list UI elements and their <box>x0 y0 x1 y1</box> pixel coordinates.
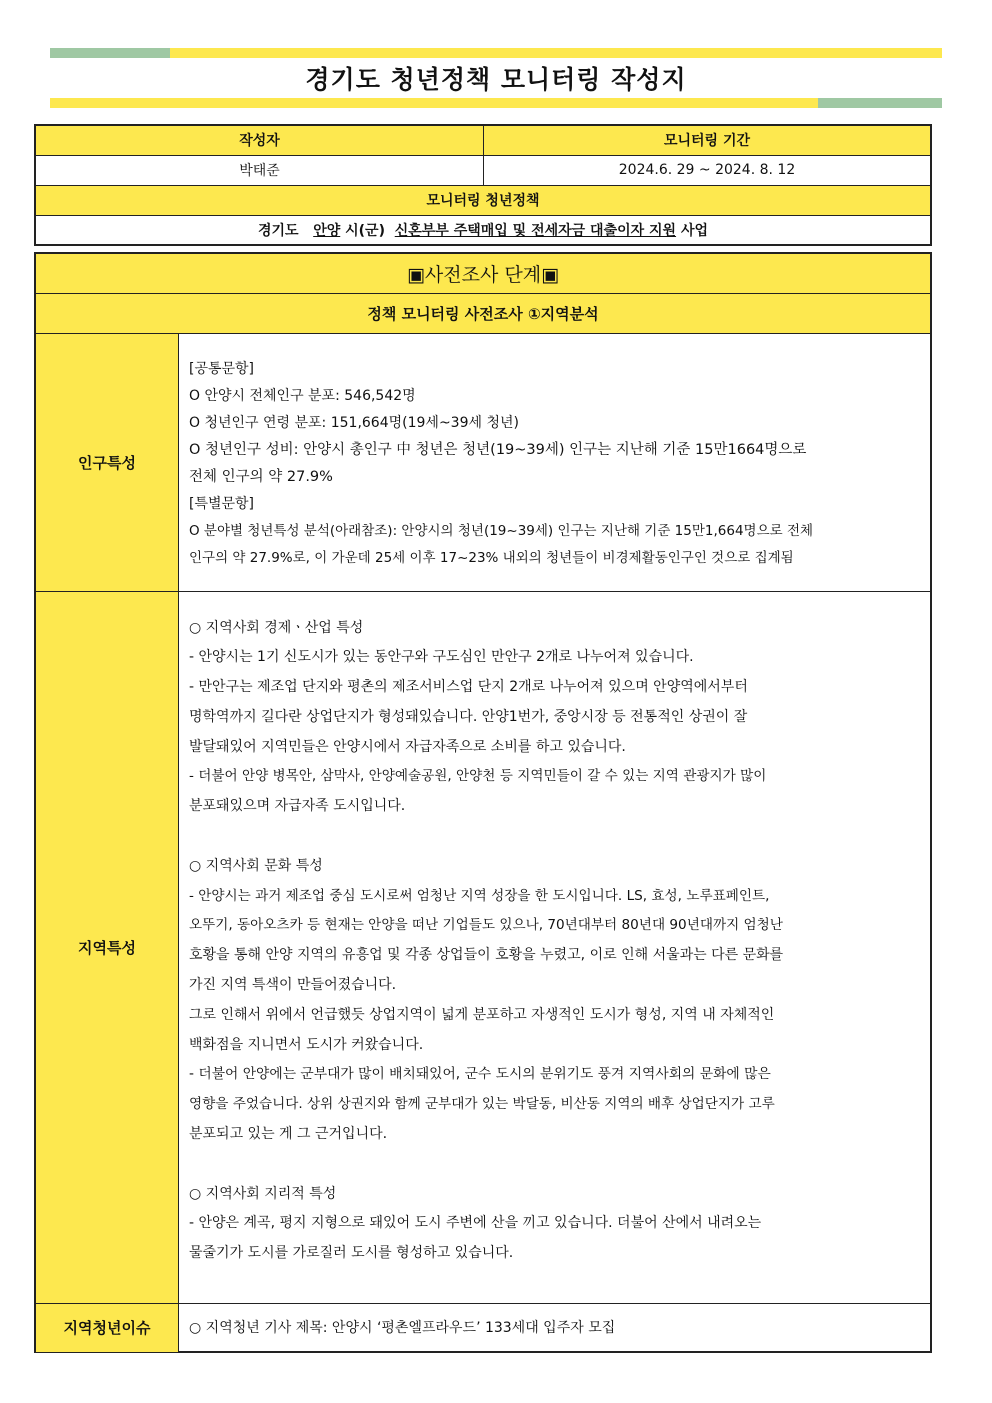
pre-survey-table <box>34 252 932 1353</box>
region-line: 영향을 주었습니다. 상위 상권지와 함께 군부대가 있는 박달동, 비산동 지역의 배후 상업단지가 고루 <box>189 1096 775 1113</box>
region-line: 그로 인해서 위에서 언급했듯 상업지역이 넓게 분포하고 자생적인 도시가 형성, 지역 내 자체적인 <box>189 1006 775 1023</box>
region-line: 발달돼있어 지역민들은 안양시에서 자급자족으로 소비를 하고 있습니다. <box>189 738 626 755</box>
bottom-green-bar <box>818 98 942 108</box>
policy-label: 모니터링 청년정책 <box>35 185 931 215</box>
issue-content <box>179 1303 932 1352</box>
region-line <box>189 822 920 852</box>
region-line: - 안양은 계곡, 평지 지형으로 돼있어 도시 주변에 산을 끼고 있습니다. 더불어 산에서 내려오는 <box>189 1215 762 1232</box>
population-line: O 분야별 청년특성 분석(아래참조): 안양시의 청년(19~39세) 인구는 지난해 기준 15만1,664명으로 전체 <box>189 522 814 539</box>
top-green-bar <box>50 48 170 58</box>
policy-city: 안양 <box>313 222 341 239</box>
region-line: 오뚜기, 동아오츠카 등 현재는 안양을 떠난 기업들도 있으나, 70년대부터 80년대 90년대까지 엄청난 <box>189 917 783 934</box>
bottom-yellow-bar <box>50 98 818 108</box>
population-line: 인구의 약 27.9%로, 이 가운데 25세 이후 17~23% 내외의 청년들이 비경제활동인구인 것으로 집계됨 <box>189 549 794 566</box>
region-line: ○ 지역사회 문화 특성 <box>189 857 323 874</box>
issue-label: 지역청년이슈 <box>35 1303 179 1352</box>
population-line: O 안양시 전체인구 분포: 546,542명 <box>189 387 416 404</box>
region-line: 물줄기가 도시를 가로질러 도시를 형성하고 있습니다. <box>189 1245 514 1262</box>
policy-value <box>35 215 931 245</box>
region-content <box>179 591 932 1303</box>
region-line <box>189 1150 920 1180</box>
region-line: 호황을 통해 안양 지역의 유흥업 및 각종 상업들이 호황을 누렸고, 이로 인해 서울과는 다른 문화를 <box>189 947 784 964</box>
region-line: - 더불어 안양에는 군부대가 많이 배치돼있어, 군수 도시의 분위기도 풍겨 지역사회의 문화에 많은 <box>189 1066 771 1083</box>
region-label: 지역특성 <box>35 591 179 1303</box>
policy-prefix: 경기도 <box>257 222 299 239</box>
population-line: O 청년인구 연령 분포: 151,664명(19세~39세 청년) <box>189 414 519 431</box>
author-label: 작성자 <box>35 125 484 155</box>
stage-title: ▣사전조사 단계▣ <box>35 253 931 293</box>
region-line: - 더불어 안양 병목안, 삼막사, 안양예술공원, 안양천 등 지역민들이 갈 수 있는 지역 관광지가 많이 <box>189 768 767 785</box>
region-line: - 만안구는 제조업 단지와 평촌의 제조서비스업 단지 2개로 나누어져 있으며 안양역에서부터 <box>189 679 748 696</box>
population-line: [특별문항] <box>189 495 255 512</box>
region-line: 백화점을 지니면서 도시가 커왔습니다. <box>189 1036 424 1053</box>
population-content <box>179 333 932 591</box>
policy-city-suffix: 시(군) <box>345 222 385 239</box>
section-subtitle: 정책 모니터링 사전조사 ①지역분석 <box>35 293 931 333</box>
period-value: 2024.6. 29 ~ 2024. 8. 12 <box>484 155 932 185</box>
region-line: 분포되고 있는 게 그 근거입니다. <box>189 1126 388 1143</box>
population-line: 전체 인구의 약 27.9% <box>189 468 333 485</box>
region-line: ○ 지역사회 지리적 특성 <box>189 1185 337 1202</box>
region-line: 가진 지역 특색이 만들어졌습니다. <box>189 977 397 994</box>
issue-line: ○ 지역청년 기사 제목: 안양시 ‘평촌엘프라우드’ 133세대 입주자 모집 <box>189 1319 616 1336</box>
info-table <box>34 124 932 246</box>
population-line: [공통문항] <box>189 360 255 377</box>
region-line: - 안양시는 1기 신도시가 있는 동안구와 구도심인 만안구 2개로 나누어져 있습니다. <box>189 649 694 666</box>
population-line: O 청년인구 성비: 안양시 총인구 中 청년은 청년(19~39세) 인구는 지난해 기준 15만1664명으로 <box>189 441 807 458</box>
policy-suffix: 사업 <box>680 222 708 239</box>
author-value: 박태준 <box>35 155 484 185</box>
region-line: - 안양시는 과거 제조업 중심 도시로써 엄청난 지역 성장을 한 도시입니다. LS, 효성, 노루표페인트, <box>189 887 770 904</box>
policy-name: 신혼부부 주택매입 및 전세자금 대출이자 지원 <box>394 222 677 239</box>
region-line: 분포돼있으며 자급자족 도시입니다. <box>189 798 406 815</box>
region-line: 명학역까지 길다란 상업단지가 형성돼있습니다. 안양1번가, 중앙시장 등 전통적인 상권이 잘 <box>189 708 748 725</box>
population-label: 인구특성 <box>35 333 179 591</box>
region-line: ○ 지역사회 경제ㆍ산업 특성 <box>189 619 364 636</box>
top-yellow-bar <box>170 48 942 58</box>
page-title: 경기도 청년정책 모니터링 작성지 <box>305 65 687 94</box>
period-label: 모니터링 기간 <box>484 125 932 155</box>
